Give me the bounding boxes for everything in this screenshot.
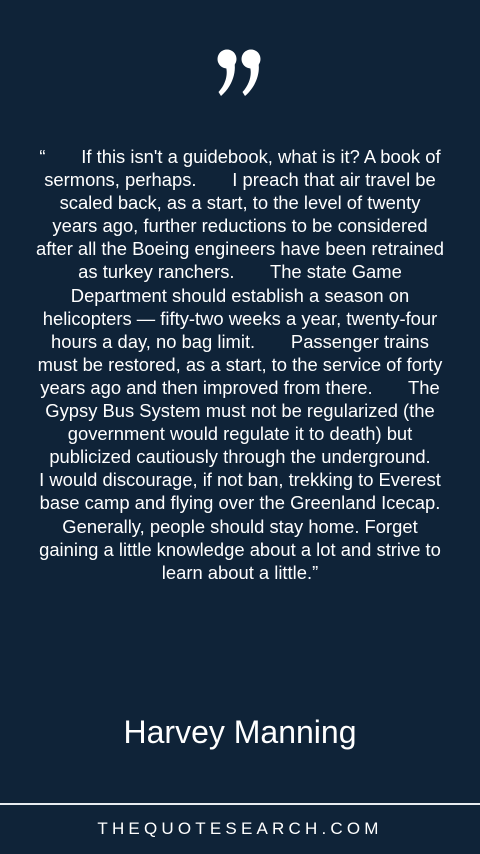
site-name: THEQUOTESEARCH.COM xyxy=(97,819,383,838)
quote-glyph xyxy=(217,46,263,98)
quote-mark-icon xyxy=(0,46,480,102)
quote-text: “ If this isn't a guidebook, what is it? A book of sermons, perhaps. I preach that air travel be scaled back, as a start, to the level of twenty years ago, further reductions to be considered after all the Boeing engineers have been retrained as turkey ranchers. The state Game Department should establish a season on helicopters — fifty-two weeks a year, twenty-four hours a day, no bag limit. Passenger trains must be restored, as a start, to the service of forty years ago and then improved from there. The Gypsy Bus System must not be regularized (the government would regulate it to death) but publicized cautiously through the underground. I would discourage, if not ban, trekking to Everest base camp and flying over the Greenland Icecap. Generally, people should stay home. Forget gaining a little knowledge about a lot and strive to learn about a little.” xyxy=(36,146,467,583)
author-name: Harvey Manning xyxy=(123,714,357,750)
footer-divider xyxy=(0,803,480,805)
